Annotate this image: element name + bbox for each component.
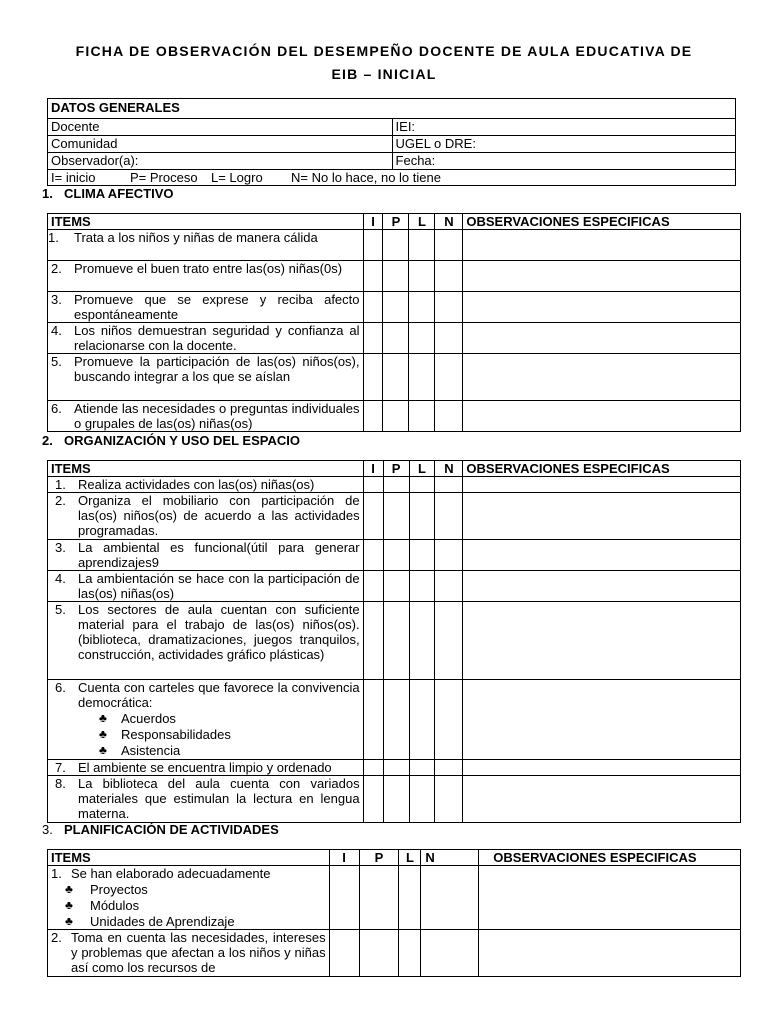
- section-2-title: ORGANIZACIÓN Y USO DEL ESPACIO: [64, 433, 300, 448]
- table-row: 5. Los sectores de aula cuentan con suficiente material para el trabajo de las(os) niños(os).(biblioteca, dramatizaciones, juegos tranquilos, construcción, actividades gráfico plásticas): [48, 602, 741, 680]
- item-text: Trata a los niños y niñas de manera cálida: [74, 230, 318, 245]
- table-row: 8. La biblioteca del aula cuenta con variados materiales que estimulan la lectura en lengua materna.: [48, 776, 741, 823]
- section-3-title: PLANIFICACIÓN DE ACTIVIDADES: [64, 822, 279, 837]
- legend-proceso: P= Proceso: [130, 170, 198, 185]
- item-text: El ambiente se encuentra limpio y ordenado: [78, 760, 332, 775]
- observador-field: Observador(a):: [48, 153, 393, 170]
- list-item: ♣ Acuerdos: [99, 711, 176, 726]
- ugel-field: UGEL o DRE:: [392, 136, 735, 153]
- section-3-heading: 3. PLANIFICACIÓN DE ACTIVIDADES: [42, 822, 279, 837]
- item-text: Promueve que se exprese y reciba afecto espontáneamente: [74, 292, 360, 322]
- col-p: P: [359, 850, 399, 866]
- item-text: Cuenta con carteles que favorece la convivencia democrática:: [78, 680, 360, 710]
- col-n: N: [421, 850, 479, 866]
- club-bullet-icon: ♣: [99, 711, 107, 725]
- item-text: Se han elaborado adecuadamente: [71, 866, 271, 881]
- item-text: Organiza el mobiliario con participación de las(os) niños(os) de acuerdo a las actividades programadas.: [78, 493, 360, 538]
- list-item: ♣ Asistencia: [99, 743, 181, 758]
- section-2-table: [47, 460, 741, 823]
- col-obs: OBSERVACIONES ESPECIFICAS: [463, 461, 741, 477]
- col-n: N: [435, 461, 463, 477]
- list-item: ♣ Unidades de Aprendizaje: [65, 914, 235, 929]
- item-text: Promueve la participación de las(os) niños(os), buscando integrar a los que se aíslan: [74, 354, 360, 384]
- item-text: Los niños demuestran seguridad y confianza al relacionarse con la docente.: [74, 323, 360, 353]
- legend-logro: L= Logro: [211, 170, 263, 185]
- item-text: La ambiental es funcional(útil para generar aprendizajes9: [78, 540, 360, 570]
- item-text: Los sectores de aula cuentan con suficiente material para el trabajo de las(os) niños(os).(biblioteca, dramatizaciones, juegos tranquilos, construcción, actividades gráfico plásticas): [78, 602, 360, 662]
- list-item: ♣ Proyectos: [65, 882, 148, 897]
- table-row: 7. El ambiente se encuentra limpio y ordenado: [48, 760, 741, 776]
- comunidad-field: Comunidad: [48, 136, 393, 153]
- club-bullet-icon: ♣: [99, 727, 107, 741]
- table-row: 2. Toma en cuenta las necesidades, intereses y problemas que afectan a los niños y niñas así como los recursos de: [48, 930, 741, 977]
- col-obs: OBSERVACIONES ESPECIFICAS: [479, 850, 741, 866]
- legend-inicio: I= inicio: [51, 170, 96, 185]
- table-row: 4. La ambientación se hace con la participación de las(os) niñas(os): [48, 571, 741, 602]
- section-1-title: CLIMA AFECTIVO: [64, 186, 174, 201]
- table-row: 2. Organiza el mobiliario con participación de las(os) niños(os) de acuerdo a las actividades programadas.: [48, 493, 741, 540]
- table-row: 1. Realiza actividades con las(os) niñas(os): [48, 477, 741, 493]
- col-i: I: [363, 214, 383, 230]
- iei-field: IEI:: [392, 119, 735, 136]
- col-i: I: [363, 461, 383, 477]
- club-bullet-icon: ♣: [99, 743, 107, 757]
- title-line-2: EIB – INICIAL: [331, 66, 437, 82]
- section-2-heading: 2. ORGANIZACIÓN Y USO DEL ESPACIO: [42, 433, 300, 448]
- col-n: N: [435, 214, 463, 230]
- table-row: 4. Los niños demuestran seguridad y confianza al relacionarse con la docente.: [48, 323, 741, 354]
- list-item: ♣ Módulos: [65, 898, 140, 913]
- table-row: 1. Se han elaborado adecuadamente ♣ Proyectos ♣ Módulos ♣ Unidades de Aprendizaje: [48, 866, 741, 930]
- general-data-table: [47, 98, 736, 186]
- fecha-field: Fecha:: [392, 153, 735, 170]
- club-bullet-icon: ♣: [65, 882, 73, 896]
- table-row: 5. Promueve la participación de las(os) niños(os), buscando integrar a los que se aíslan: [48, 354, 741, 401]
- section-1-table: [47, 213, 741, 432]
- item-text: La ambientación se hace con la participación de las(os) niñas(os): [78, 571, 360, 601]
- legend-row: [48, 170, 736, 186]
- section-3-table: [47, 849, 741, 977]
- table-row: 3. Promueve que se exprese y reciba afecto espontáneamente: [48, 292, 741, 323]
- docente-field: Docente: [48, 119, 393, 136]
- col-p: P: [383, 214, 409, 230]
- col-l: L: [409, 214, 435, 230]
- document-title: [40, 40, 728, 86]
- item-text: Toma en cuenta las necesidades, intereses y problemas que afectan a los niños y niñas así como los recursos de: [71, 930, 326, 975]
- table-row: 6. Cuenta con carteles que favorece la convivencia democrática: ♣ Acuerdos ♣ Responsabilidades ♣ Asistencia: [48, 680, 741, 760]
- col-l: L: [399, 850, 421, 866]
- table-row: 2. Promueve el buen trato entre las(os) niñas(0s): [48, 261, 741, 292]
- item-text: Realiza actividades con las(os) niñas(os): [78, 477, 315, 492]
- col-obs: OBSERVACIONES ESPECIFICAS: [463, 214, 741, 230]
- col-items: ITEMS: [48, 461, 364, 477]
- col-i: I: [329, 850, 359, 866]
- item-text: Promueve el buen trato entre las(os) niñas(0s): [74, 261, 343, 276]
- table-row: 6. Atiende las necesidades o preguntas individuales o grupales de las(os) niñas(os): [48, 401, 741, 432]
- col-l: L: [409, 461, 435, 477]
- col-items: ITEMS: [48, 850, 330, 866]
- section-1-heading: 1. CLIMA AFECTIVO: [42, 186, 174, 201]
- col-items: ITEMS: [48, 214, 364, 230]
- title-line-1: FICHA DE OBSERVACIÓN DEL DESEMPEÑO DOCENTE DE AULA EDUCATIVA DE: [75, 43, 693, 59]
- item-text: Atiende las necesidades o preguntas individuales o grupales de las(os) niñas(os): [74, 401, 360, 431]
- item-text: La biblioteca del aula cuenta con variados materiales que estimulan la lectura en lengua materna.: [78, 776, 360, 821]
- club-bullet-icon: ♣: [65, 898, 73, 912]
- list-item: ♣ Responsabilidades: [99, 727, 231, 742]
- club-bullet-icon: ♣: [65, 914, 73, 928]
- general-header: DATOS GENERALES: [48, 99, 736, 119]
- legend-no: N= No lo hace, no lo tiene: [291, 170, 441, 185]
- table-row: 1. Trata a los niños y niñas de manera cálida: [48, 230, 741, 261]
- col-p: P: [383, 461, 409, 477]
- table-row: 3. La ambiental es funcional(útil para generar aprendizajes9: [48, 540, 741, 571]
